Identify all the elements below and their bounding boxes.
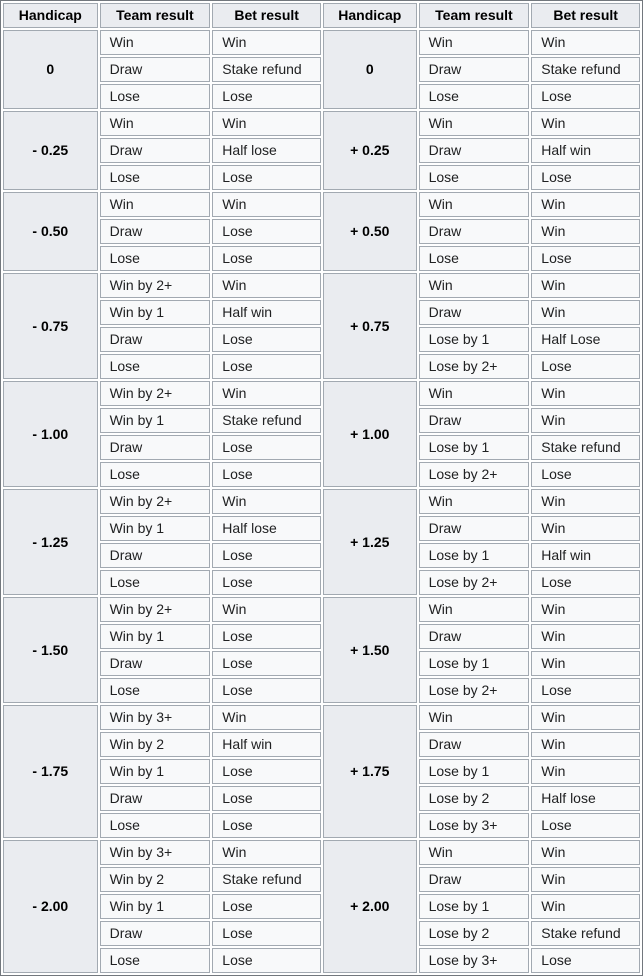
team-result-cell: Win (419, 111, 530, 136)
bet-result-cell: Win (212, 30, 321, 55)
team-result-cell: Win by 2 (100, 867, 211, 892)
team-result-cell: Draw (100, 786, 211, 811)
bet-result-cell: Stake refund (531, 921, 640, 946)
bet-result-cell: Lose (531, 948, 640, 973)
table-row (3, 462, 640, 487)
table-header (3, 3, 640, 28)
bet-result-cell: Lose (212, 165, 321, 190)
bet-result-cell: Win (531, 381, 640, 406)
bet-result-cell: Stake refund (212, 408, 321, 433)
bet-result-cell: Stake refund (531, 435, 640, 460)
bet-result-cell: Lose (531, 246, 640, 271)
team-result-cell: Win (419, 489, 530, 514)
table-row (3, 786, 640, 811)
handicap-cell: - 0.50 (3, 192, 98, 271)
team-result-cell: Lose by 1 (419, 435, 530, 460)
bet-result-cell: Win (531, 867, 640, 892)
bet-result-cell: Win (531, 111, 640, 136)
team-result-cell: Lose by 3+ (419, 948, 530, 973)
team-result-cell: Win by 1 (100, 516, 211, 541)
table-row (3, 894, 640, 919)
bet-result-cell: Stake refund (212, 867, 321, 892)
bet-result-cell: Lose (212, 759, 321, 784)
table-row (3, 759, 640, 784)
team-result-cell: Lose by 1 (419, 543, 530, 568)
bet-result-cell: Win (531, 759, 640, 784)
column-header: Handicap (3, 3, 98, 28)
bet-result-cell: Lose (212, 786, 321, 811)
table-row (3, 246, 640, 271)
bet-result-cell: Half lose (212, 138, 321, 163)
team-result-cell: Lose by 2+ (419, 354, 530, 379)
team-result-cell: Draw (419, 219, 530, 244)
bet-result-cell: Lose (531, 678, 640, 703)
team-result-cell: Draw (419, 138, 530, 163)
team-result-cell: Win by 2+ (100, 381, 211, 406)
team-result-cell: Lose by 2+ (419, 462, 530, 487)
team-result-cell: Draw (419, 624, 530, 649)
team-result-cell: Lose by 2+ (419, 678, 530, 703)
team-result-cell: Win (419, 30, 530, 55)
bet-result-cell: Win (531, 624, 640, 649)
table-row (3, 111, 640, 136)
bet-result-cell: Win (531, 300, 640, 325)
handicap-cell: + 0.75 (323, 273, 417, 379)
bet-result-cell: Stake refund (212, 57, 321, 82)
team-result-cell: Win (419, 381, 530, 406)
table-row (3, 543, 640, 568)
team-result-cell: Lose (419, 246, 530, 271)
table-row (3, 381, 640, 406)
team-result-cell: Win (419, 840, 530, 865)
bet-result-cell: Half lose (212, 516, 321, 541)
table-row (3, 300, 640, 325)
team-result-cell: Lose (100, 462, 211, 487)
bet-result-cell: Lose (531, 165, 640, 190)
team-result-cell: Lose (100, 246, 211, 271)
column-header: Bet result (212, 3, 321, 28)
table-row (3, 435, 640, 460)
column-header: Team result (419, 3, 530, 28)
table-row (3, 84, 640, 109)
team-result-cell: Lose by 1 (419, 651, 530, 676)
bet-result-cell: Lose (212, 678, 321, 703)
handicap-cell: + 0.50 (323, 192, 417, 271)
team-result-cell: Draw (100, 57, 211, 82)
column-header: Handicap (323, 3, 417, 28)
table-row (3, 219, 640, 244)
team-result-cell: Lose (100, 813, 211, 838)
bet-result-cell: Win (531, 597, 640, 622)
bet-result-cell: Win (531, 894, 640, 919)
team-result-cell: Draw (419, 732, 530, 757)
team-result-cell: Draw (100, 138, 211, 163)
team-result-cell: Draw (419, 57, 530, 82)
bet-result-cell: Win (531, 732, 640, 757)
table-row (3, 192, 640, 217)
bet-result-cell: Lose (212, 219, 321, 244)
team-result-cell: Lose by 1 (419, 327, 530, 352)
bet-result-cell: Win (531, 408, 640, 433)
table-row (3, 408, 640, 433)
team-result-cell: Lose by 2 (419, 786, 530, 811)
bet-result-cell: Lose (531, 84, 640, 109)
team-result-cell: Draw (100, 435, 211, 460)
team-result-cell: Win by 1 (100, 759, 211, 784)
team-result-cell: Draw (100, 327, 211, 352)
table-row (3, 840, 640, 865)
table-row (3, 165, 640, 190)
table-row (3, 678, 640, 703)
team-result-cell: Win by 3+ (100, 705, 211, 730)
handicap-cell: - 2.00 (3, 840, 98, 973)
bet-result-cell: Lose (212, 894, 321, 919)
table-row (3, 570, 640, 595)
bet-result-cell: Lose (212, 246, 321, 271)
handicap-cell: - 0.75 (3, 273, 98, 379)
bet-result-cell: Win (212, 111, 321, 136)
team-result-cell: Lose (100, 84, 211, 109)
team-result-cell: Lose (100, 948, 211, 973)
table-row (3, 489, 640, 514)
bet-result-cell: Win (531, 840, 640, 865)
bet-result-cell: Lose (531, 354, 640, 379)
bet-result-cell: Half lose (531, 786, 640, 811)
team-result-cell: Win (100, 30, 211, 55)
team-result-cell: Win by 1 (100, 408, 211, 433)
table-row (3, 597, 640, 622)
bet-result-cell: Lose (212, 921, 321, 946)
handicap-cell: 0 (323, 30, 417, 109)
team-result-cell: Lose (100, 165, 211, 190)
bet-result-cell: Win (212, 840, 321, 865)
column-header: Bet result (531, 3, 640, 28)
handicap-cell: + 1.75 (323, 705, 417, 838)
table-row (3, 921, 640, 946)
team-result-cell: Win by 2 (100, 732, 211, 757)
bet-result-cell: Lose (531, 462, 640, 487)
team-result-cell: Lose by 2 (419, 921, 530, 946)
team-result-cell: Win by 2+ (100, 273, 211, 298)
team-result-cell: Draw (419, 408, 530, 433)
bet-result-cell: Lose (212, 435, 321, 460)
bet-result-cell: Win (212, 489, 321, 514)
team-result-cell: Win by 3+ (100, 840, 211, 865)
bet-result-cell: Win (531, 705, 640, 730)
bet-result-cell: Win (531, 219, 640, 244)
handicap-cell: - 1.50 (3, 597, 98, 703)
team-result-cell: Win by 1 (100, 300, 211, 325)
bet-result-cell: Half win (531, 138, 640, 163)
team-result-cell: Lose (100, 570, 211, 595)
bet-result-cell: Lose (212, 624, 321, 649)
team-result-cell: Draw (419, 300, 530, 325)
team-result-cell: Draw (419, 867, 530, 892)
bet-result-cell: Stake refund (531, 57, 640, 82)
bet-result-cell: Win (531, 651, 640, 676)
team-result-cell: Win (419, 192, 530, 217)
bet-result-cell: Lose (531, 570, 640, 595)
team-result-cell: Lose by 3+ (419, 813, 530, 838)
column-header: Team result (100, 3, 211, 28)
bet-result-cell: Lose (212, 570, 321, 595)
bet-result-cell: Lose (531, 813, 640, 838)
bet-result-cell: Win (531, 192, 640, 217)
bet-result-cell: Lose (212, 327, 321, 352)
handicap-cell: - 1.75 (3, 705, 98, 838)
bet-result-cell: Lose (212, 543, 321, 568)
table-row (3, 867, 640, 892)
bet-result-cell: Lose (212, 462, 321, 487)
table-row (3, 732, 640, 757)
handicap-cell: + 0.25 (323, 111, 417, 190)
handicap-cell: + 1.50 (323, 597, 417, 703)
table-row (3, 273, 640, 298)
bet-result-cell: Half win (531, 543, 640, 568)
bet-result-cell: Win (212, 192, 321, 217)
team-result-cell: Win (100, 192, 211, 217)
handicap-cell: + 2.00 (323, 840, 417, 973)
handicap-cell: - 0.25 (3, 111, 98, 190)
table-row (3, 705, 640, 730)
team-result-cell: Win by 1 (100, 624, 211, 649)
table-row (3, 354, 640, 379)
handicap-cell: 0 (3, 30, 98, 109)
team-result-cell: Lose by 2+ (419, 570, 530, 595)
team-result-cell: Draw (100, 651, 211, 676)
team-result-cell: Win (419, 705, 530, 730)
bet-result-cell: Win (212, 705, 321, 730)
team-result-cell: Win (419, 273, 530, 298)
table-row (3, 30, 640, 55)
team-result-cell: Win by 1 (100, 894, 211, 919)
table-row (3, 327, 640, 352)
bet-result-cell: Lose (212, 813, 321, 838)
table-row (3, 138, 640, 163)
team-result-cell: Draw (100, 219, 211, 244)
bet-result-cell: Half win (212, 732, 321, 757)
team-result-cell: Draw (419, 516, 530, 541)
table-row (3, 624, 640, 649)
team-result-cell: Lose by 1 (419, 759, 530, 784)
team-result-cell: Lose (100, 678, 211, 703)
handicap-cell: - 1.25 (3, 489, 98, 595)
bet-result-cell: Half win (212, 300, 321, 325)
table-body (3, 30, 640, 973)
team-result-cell: Lose (419, 165, 530, 190)
team-result-cell: Lose (100, 354, 211, 379)
handicap-cell: + 1.00 (323, 381, 417, 487)
table-row (3, 516, 640, 541)
bet-result-cell: Win (531, 489, 640, 514)
team-result-cell: Win by 2+ (100, 489, 211, 514)
team-result-cell: Win (419, 597, 530, 622)
bet-result-cell: Lose (212, 651, 321, 676)
table-row (3, 651, 640, 676)
bet-result-cell: Lose (212, 84, 321, 109)
team-result-cell: Lose (419, 84, 530, 109)
bet-result-cell: Win (212, 273, 321, 298)
handicap-cell: + 1.25 (323, 489, 417, 595)
handicap-cell: - 1.00 (3, 381, 98, 487)
bet-result-cell: Half Lose (531, 327, 640, 352)
team-result-cell: Win by 2+ (100, 597, 211, 622)
table-row (3, 57, 640, 82)
bet-result-cell: Win (531, 30, 640, 55)
bet-result-cell: Win (531, 516, 640, 541)
team-result-cell: Draw (100, 921, 211, 946)
bet-result-cell: Lose (212, 948, 321, 973)
header-row (3, 3, 640, 28)
team-result-cell: Lose by 1 (419, 894, 530, 919)
team-result-cell: Win (100, 111, 211, 136)
bet-result-cell: Win (212, 381, 321, 406)
team-result-cell: Draw (100, 543, 211, 568)
bet-result-cell: Lose (212, 354, 321, 379)
table-row (3, 813, 640, 838)
bet-result-cell: Win (212, 597, 321, 622)
bet-result-cell: Win (531, 273, 640, 298)
